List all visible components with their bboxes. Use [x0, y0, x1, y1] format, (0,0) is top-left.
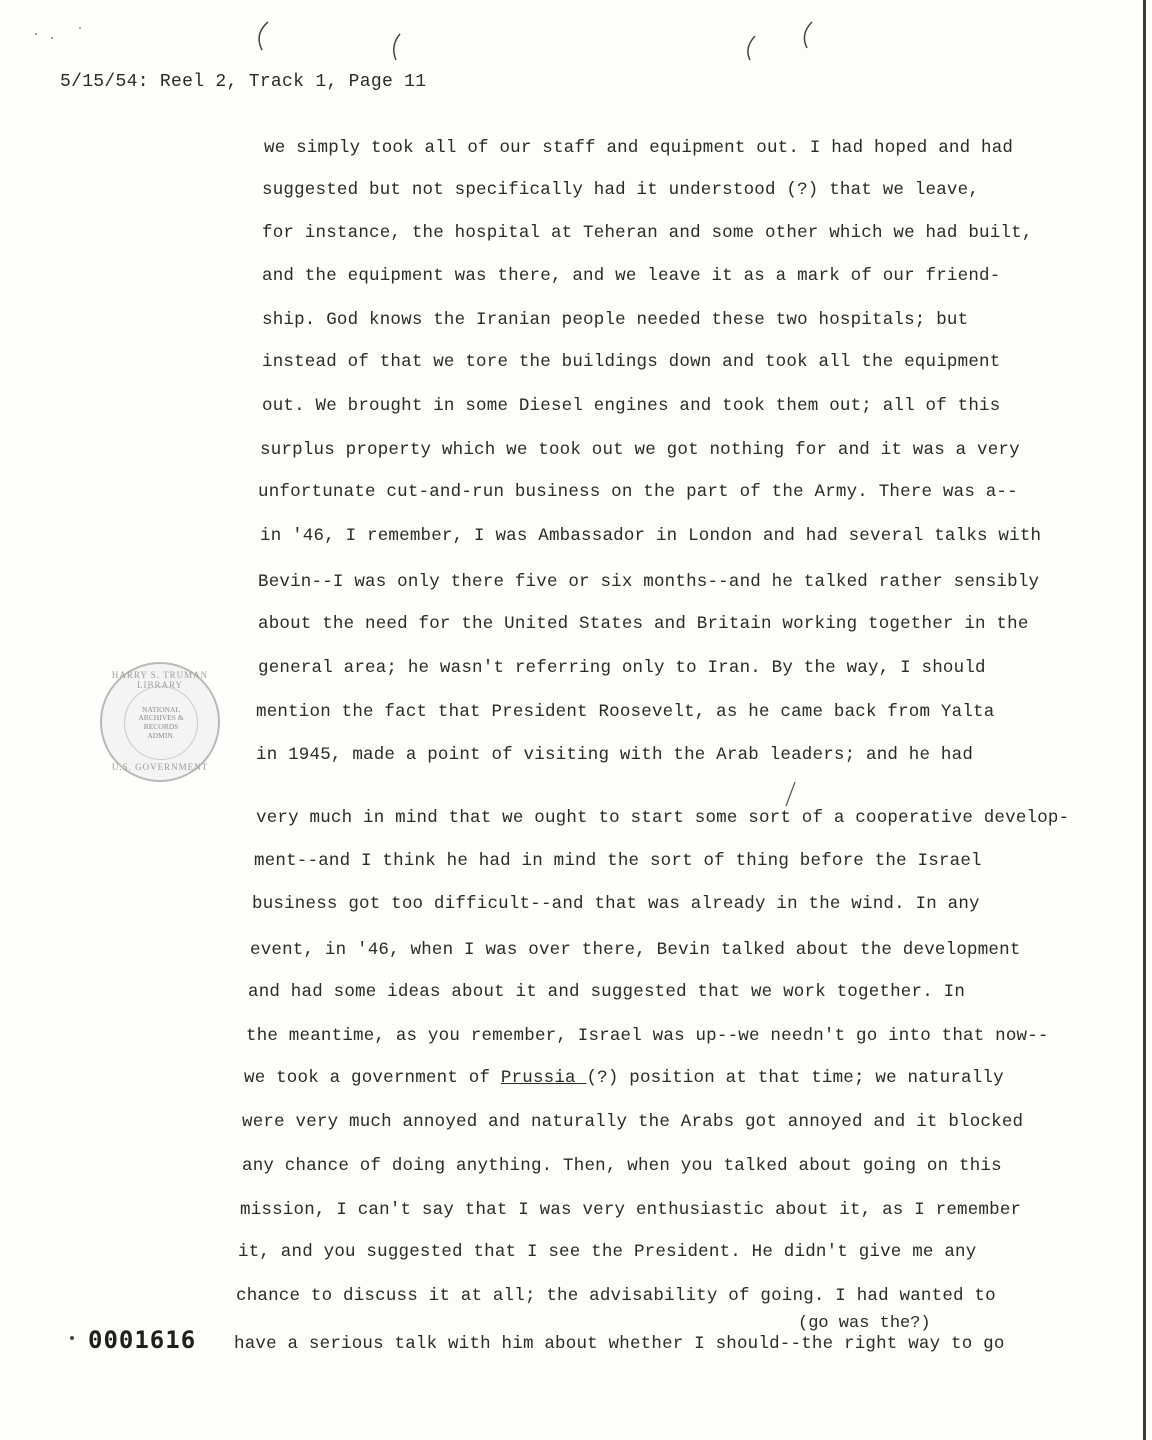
body-line: for instance, the hospital at Teheran and some other which we had built,	[262, 223, 1033, 243]
line-fragment: (?) position at that time; we naturally	[586, 1068, 1004, 1088]
body-line: ment--and I think he had in mind the sort of thing before the Israel	[254, 851, 982, 871]
stamp-ring-top: HARRY S. TRUMAN LIBRARY	[111, 670, 209, 690]
document-number: 0001616	[88, 1326, 197, 1354]
page-header: 5/15/54: Reel 2, Track 1, Page 11	[60, 72, 427, 92]
body-line: the meantime, as you remember, Israel was up--we needn't go into that now--	[246, 1026, 1049, 1046]
archive-stamp	[100, 662, 220, 782]
body-line: we simply took all of our staff and equipment out. I had hoped and had	[264, 138, 1014, 158]
line-fragment: we took a government of	[244, 1068, 501, 1088]
body-line	[244, 1068, 1004, 1088]
body-line: and the equipment was there, and we leave it as a mark of our friend-	[262, 266, 1001, 286]
body-line: have a serious talk with him about whether I should--the right way to go	[234, 1334, 1005, 1354]
body-line: in 1945, made a point of visiting with the Arab leaders; and he had	[256, 745, 974, 765]
page-edge	[1143, 0, 1146, 1440]
body-line: instead of that we tore the buildings down and took all the equipment	[262, 352, 1001, 372]
stamp-line: ARCHIVES &	[138, 713, 184, 723]
stamp-ring-bottom: U.S. GOVERNMENT	[111, 762, 209, 772]
body-line: business got too difficult--and that was already in the wind. In any	[252, 894, 980, 914]
interlinear-note: (go was the?)	[798, 1314, 931, 1333]
margin-dot	[70, 1336, 74, 1340]
body-line: mission, I can't say that I was very enthusiastic about it, as I remember	[240, 1200, 1022, 1220]
body-line: out. We brought in some Diesel engines and took them out; all of this	[262, 396, 1001, 416]
body-line: and had some ideas about it and suggested that we work together. In	[248, 982, 966, 1002]
body-line: Bevin--I was only there five or six months--and he talked rather sensibly	[258, 572, 1040, 592]
body-line: any chance of doing anything. Then, when you talked about going on this	[242, 1156, 1002, 1176]
body-line: surplus property which we took out we got nothing for and it was a very	[260, 440, 1020, 460]
body-line: chance to discuss it at all; the advisability of going. I had wanted to	[236, 1286, 996, 1306]
body-line: general area; he wasn't referring only to Iran. By the way, I should	[258, 658, 986, 678]
stamp-center	[124, 686, 198, 760]
stamp-line: ADMIN.	[147, 730, 175, 740]
body-line: about the need for the United States and Britain working together in the	[258, 614, 1029, 634]
body-line: were very much annoyed and naturally the Arabs got annoyed and it blocked	[242, 1112, 1024, 1132]
stamp-line: RECORDS	[143, 722, 179, 731]
body-line: unfortunate cut-and-run business on the part of the Army. There was a--	[258, 482, 1018, 502]
stamp-line: NATIONAL	[142, 704, 180, 714]
body-line: ship. God knows the Iranian people needed these two hospitals; but	[262, 310, 969, 330]
body-line: it, and you suggested that I see the President. He didn't give me any	[238, 1242, 977, 1262]
underlined-word: Prussia	[500, 1068, 587, 1088]
body-line: mention the fact that President Roosevelt, as he came back from Yalta	[256, 702, 995, 722]
body-line: very much in mind that we ought to start some sort of a cooperative develop-	[256, 808, 1070, 828]
body-line: event, in '46, when I was over there, Bevin talked about the development	[250, 940, 1021, 960]
body-line: suggested but not specifically had it understood (?) that we leave,	[262, 180, 980, 200]
body-line: in '46, I remember, I was Ambassador in London and had several talks with	[260, 526, 1042, 546]
